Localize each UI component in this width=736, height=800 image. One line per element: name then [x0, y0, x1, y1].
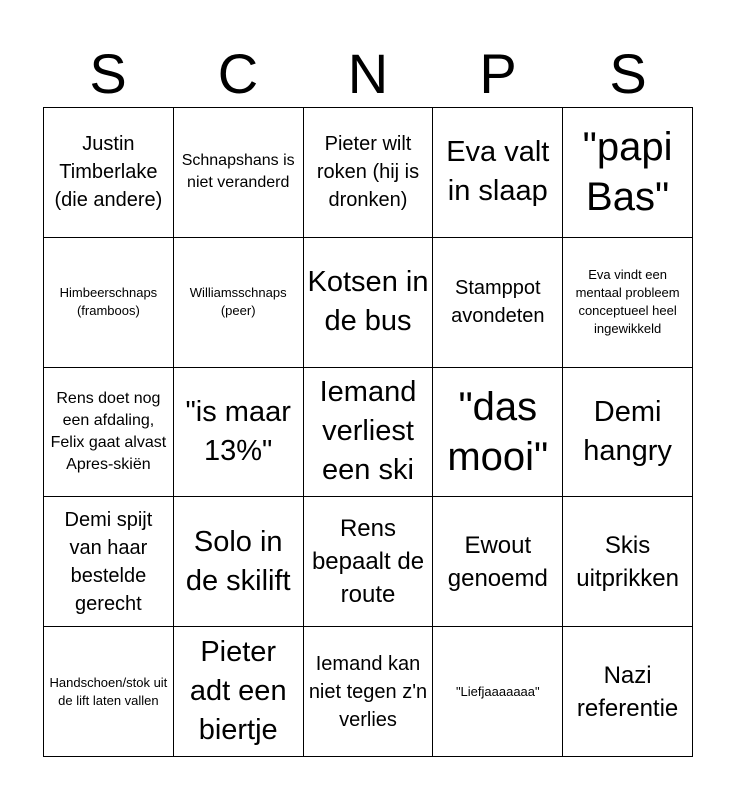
cell-text: Schnapshans is niet veranderd	[181, 152, 295, 192]
bingo-cell-r3-c5[interactable]	[563, 368, 693, 498]
cell-text: Nazi referentie	[576, 661, 679, 722]
bingo-cell-r4-c2[interactable]	[174, 497, 304, 627]
bingo-cell-r2-c2[interactable]	[174, 238, 304, 368]
cell-text: Pieter wilt roken (hij is dronken)	[316, 133, 420, 212]
bingo-cell-r3-c2[interactable]	[174, 368, 304, 498]
cell-text: Ewout genoemd	[447, 531, 548, 592]
cell-text: "papi Bas"	[582, 125, 673, 220]
cell-text: "das mooi"	[447, 384, 549, 479]
bingo-cell-r1-c5[interactable]	[563, 108, 693, 238]
bingo-cell-r4-c3[interactable]	[304, 497, 434, 627]
bingo-cell-r1-c2[interactable]	[174, 108, 304, 238]
cell-text: Iemand kan niet tegen z'n verlies	[308, 652, 428, 731]
cell-text: Demi hangry	[583, 395, 672, 467]
bingo-cell-r3-c3[interactable]	[304, 368, 434, 498]
cell-text: "is maar 13%"	[185, 395, 291, 467]
cell-text: Pieter adt een biertje	[189, 636, 287, 747]
cell-text: Williamsschnaps (peer)	[189, 285, 287, 319]
cell-text: Kotsen in de bus	[307, 266, 429, 338]
cell-text: "Liefjaaaaaaa"	[455, 683, 540, 699]
cell-text: Handschoen/stok uit de lift laten vallen	[49, 674, 168, 708]
bingo-cell-r5-c4[interactable]	[433, 627, 563, 757]
cell-text: Skis uitprikken	[576, 531, 679, 592]
cell-text: Iemand verliest een ski	[319, 376, 417, 487]
bingo-cell-r4-c1[interactable]	[44, 497, 174, 627]
bingo-cell-r2-c4[interactable]	[433, 238, 563, 368]
header-letter-1: S	[89, 42, 127, 105]
header-letter-5: S	[609, 42, 647, 105]
bingo-cell-r2-c3[interactable]	[304, 238, 434, 368]
bingo-cell-r1-c4[interactable]	[433, 108, 563, 238]
cell-text: Rens bepaalt de route	[311, 515, 425, 609]
bingo-cell-r2-c5[interactable]	[563, 238, 693, 368]
cell-text: Rens doet nog een afdaling, Felix gaat alvast Apres-skiën	[50, 389, 167, 473]
bingo-cell-r2-c1[interactable]	[44, 238, 174, 368]
cell-text: Demi spijt van haar bestelde gerecht	[64, 508, 153, 615]
cell-text: Eva vindt een mentaal probleem conceptueel heel ingewikkeld	[575, 267, 680, 337]
cell-text: Stamppot avondeten	[451, 277, 545, 328]
bingo-header	[43, 40, 693, 108]
bingo-cell-r1-c3[interactable]	[304, 108, 434, 238]
bingo-cell-r5-c5[interactable]	[563, 627, 693, 757]
bingo-cell-r5-c3[interactable]	[304, 627, 434, 757]
cell-text: Himbeerschnaps (framboos)	[59, 285, 158, 319]
cell-text: Solo in de skilift	[185, 525, 291, 597]
header-letter-2: C	[217, 42, 259, 105]
cell-text: Eva valt in slaap	[446, 136, 550, 208]
bingo-grid	[43, 107, 693, 757]
bingo-cell-r3-c4[interactable]	[433, 368, 563, 498]
bingo-cell-r4-c5[interactable]	[563, 497, 693, 627]
bingo-cell-r5-c2[interactable]	[174, 627, 304, 757]
bingo-cell-r4-c4[interactable]	[433, 497, 563, 627]
bingo-cell-r3-c1[interactable]	[44, 368, 174, 498]
bingo-cell-r5-c1[interactable]	[44, 627, 174, 757]
header-letter-4: P	[479, 42, 517, 105]
header-letter-3: N	[347, 42, 389, 105]
bingo-cell-r1-c1[interactable]	[44, 108, 174, 238]
cell-text: Justin Timberlake (die andere)	[54, 133, 163, 212]
